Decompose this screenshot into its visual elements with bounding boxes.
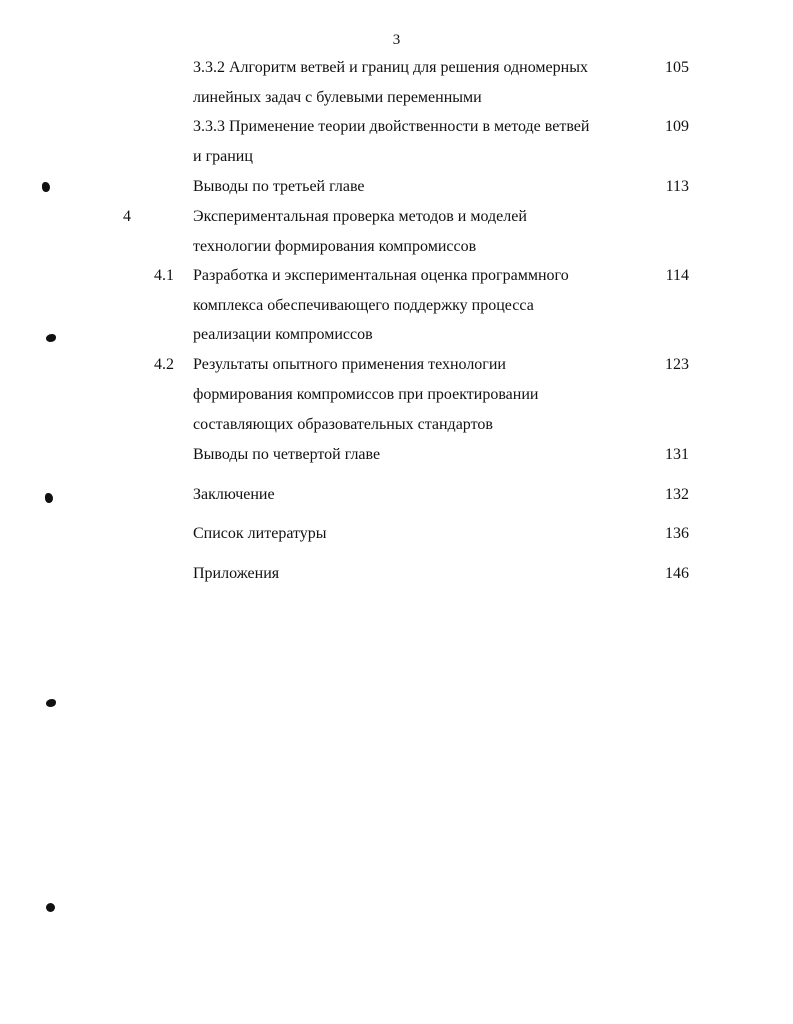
toc-section-4-1-page: 114 — [665, 267, 689, 284]
toc-entry-3-3-2-line-2: линейных задач с булевыми переменными — [193, 89, 482, 106]
toc-entry-appendices: Приложения — [193, 565, 280, 582]
toc-entry-3-3-3-line-1: 3.3.3 Применение теории двойственности в методе ветвей — [193, 118, 590, 135]
toc-entry-conclusions-ch4-page: 131 — [665, 446, 689, 463]
scan-mark — [46, 903, 55, 912]
scan-mark — [46, 699, 56, 707]
scan-mark — [45, 493, 53, 503]
toc-chapter-4-line-2: технологии формирования компромиссов — [193, 238, 477, 255]
toc-entry-conclusions-ch4: Выводы по четвертой главе — [193, 446, 381, 463]
toc-section-4-1-line-1: Разработка и экспериментальная оценка программного — [193, 267, 569, 284]
toc-entry-conclusions-ch3-page: 113 — [665, 178, 689, 195]
toc-entry-conclusions-ch3: Выводы по третьей главе — [193, 178, 365, 195]
toc-entry-bibliography-page: 136 — [665, 525, 689, 542]
toc-section-4-2-line-1: Результаты опытного применения технологии — [193, 356, 506, 373]
toc-entry-conclusion-page: 132 — [665, 486, 689, 503]
toc-chapter-4-number: 4 — [123, 208, 131, 225]
scan-mark — [46, 334, 56, 342]
toc-section-4-2-line-2: формирования компромиссов при проектировании — [193, 386, 539, 403]
toc-section-4-2-line-3: составляющих образовательных стандартов — [193, 416, 493, 433]
toc-entry-3-3-3-page: 109 — [665, 118, 689, 135]
toc-section-4-2-page: 123 — [665, 356, 689, 373]
scan-mark — [42, 182, 50, 192]
toc-entry-appendices-page: 146 — [665, 565, 689, 582]
toc-section-4-1-number: 4.1 — [154, 267, 174, 284]
page-number: 3 — [392, 32, 401, 48]
toc-section-4-2-number: 4.2 — [154, 356, 174, 373]
toc-chapter-4-line-1: Экспериментальная проверка методов и моделей — [193, 208, 527, 225]
toc-entry-3-3-2-page: 105 — [665, 59, 689, 76]
toc-section-4-1-line-3: реализации компромиссов — [193, 326, 373, 343]
toc-section-4-1-line-2: комплекса обеспечивающего поддержку процесса — [193, 297, 534, 314]
toc-entry-bibliography: Список литературы — [193, 525, 327, 542]
toc-entry-conclusion: Заключение — [193, 486, 275, 503]
toc-entry-3-3-3-line-2: и границ — [193, 148, 253, 165]
toc-entry-3-3-2-line-1: 3.3.2 Алгоритм ветвей и границ для решения одномерных — [193, 59, 588, 76]
